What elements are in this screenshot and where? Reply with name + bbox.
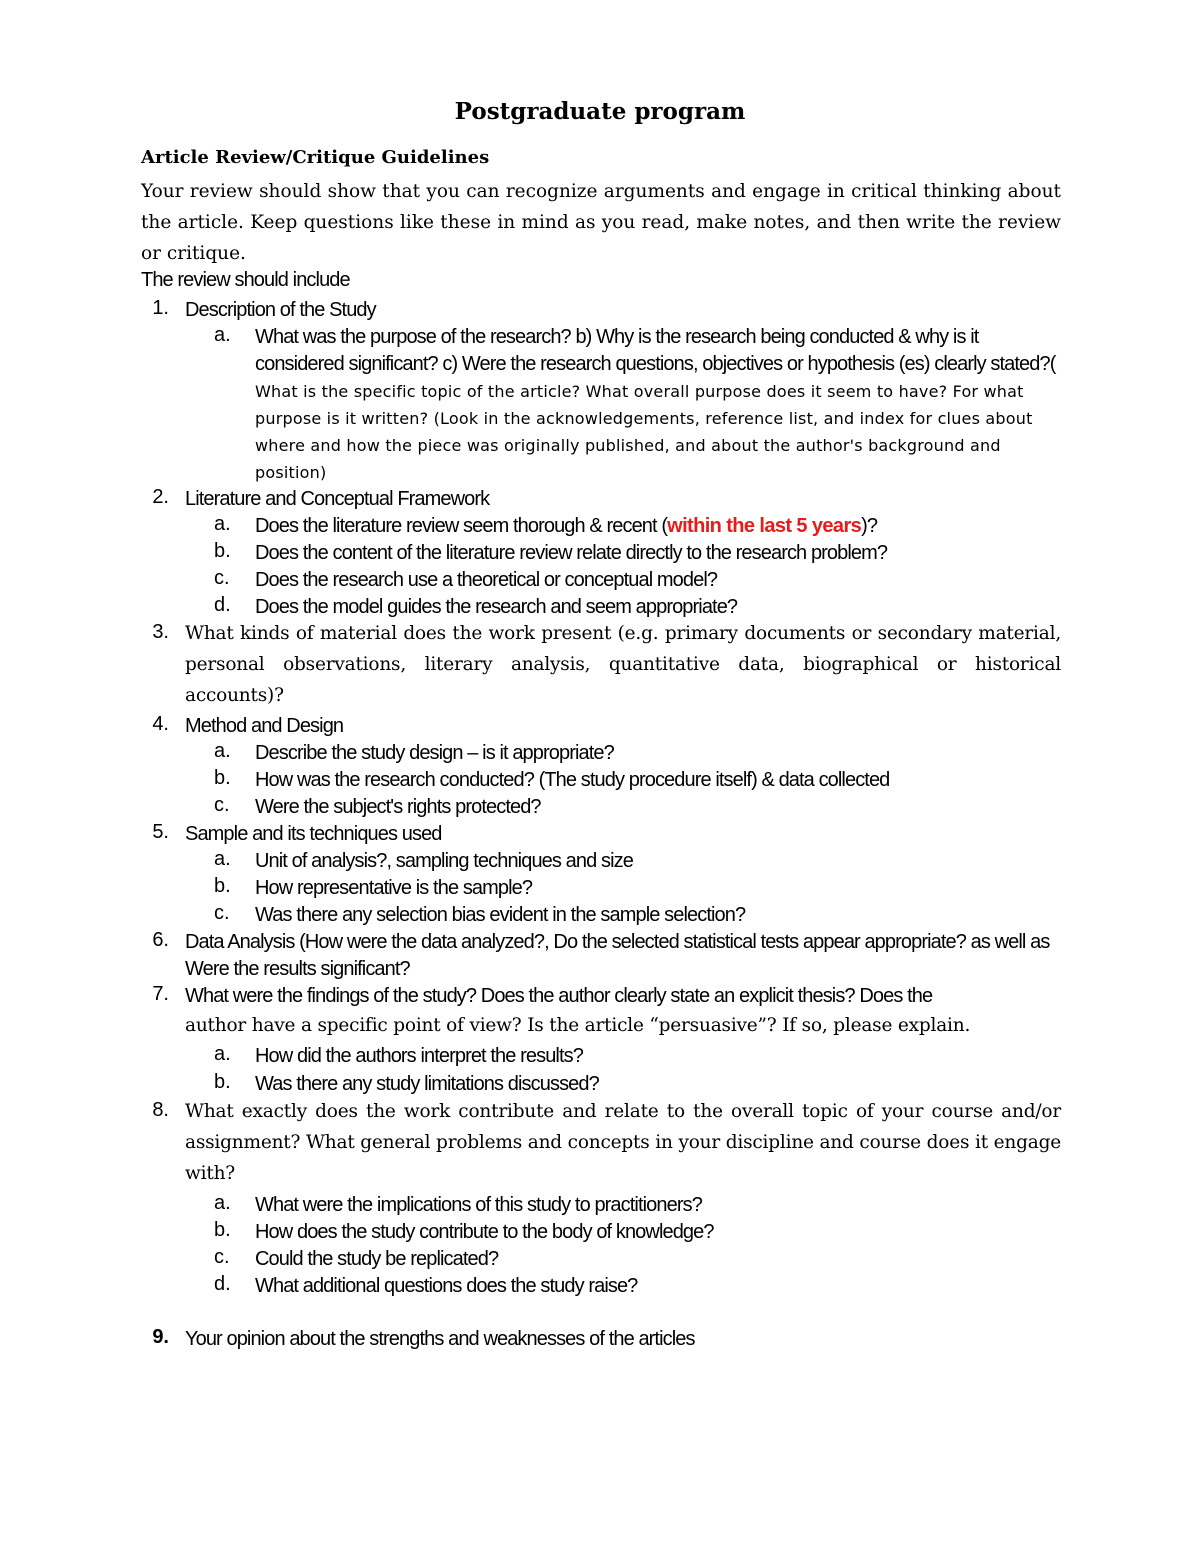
sub-letter: b. <box>214 1219 231 1241</box>
sub-item <box>255 324 1061 486</box>
list-item: What were the findings of the study? Does the author clearly state an explicit thesis? Does the <box>185 985 933 1007</box>
sub-item <box>255 513 1061 540</box>
sub-letter: c. <box>214 794 230 816</box>
sub-item: Were the subject's rights protected? <box>255 796 541 818</box>
item-number: 4. <box>152 713 169 735</box>
list-item: What kinds of material does the work present (e.g. primary documents or secondary material, personal observations, literary analysis, quantitative data, biographical or historical accounts)? <box>185 623 1061 706</box>
sub-item: Was there any selection bias evident in the sample selection? <box>255 904 746 926</box>
sub-letter: a. <box>214 740 231 762</box>
item-number: 1. <box>152 297 169 319</box>
sub-letter: a. <box>214 1192 231 1214</box>
sub-letter: b. <box>214 875 231 897</box>
sub-item-text: Does the literature review seem thorough & recent ( <box>255 515 668 537</box>
list-item: What exactly does the work contribute and relate to the overall topic of your course and/or assignment? What general problems and concepts in your discipline and course does it engage with? <box>185 1101 1061 1184</box>
sub-letter: b. <box>214 1071 231 1093</box>
sub-item: Does the content of the literature review relate directly to the research problem? <box>255 542 888 564</box>
list-item-continued: author have a specific point of view? Is the article “persuasive”? If so, please explain. <box>185 1015 971 1036</box>
sub-letter: b. <box>214 540 231 562</box>
item-number: 9. <box>152 1326 169 1348</box>
sub-letter: c. <box>214 902 230 924</box>
list-item: Your opinion about the strengths and weaknesses of the articles <box>185 1328 695 1350</box>
list-item: Description of the Study <box>185 299 376 321</box>
sub-item: Describe the study design – is it appropriate? <box>255 742 614 764</box>
list-item: Data Analysis (How were the data analyzed?, Do the selected statistical tests appear appropriate? as well as Were the results significant? <box>185 931 1050 980</box>
sub-letter: c. <box>214 567 230 589</box>
sub-letter: d. <box>214 1273 231 1295</box>
highlight-text: within the last 5 years <box>667 515 862 537</box>
sub-item: How does the study contribute to the body of knowledge? <box>255 1221 714 1243</box>
item-number: 8. <box>152 1099 169 1121</box>
item-number: 2. <box>152 486 169 508</box>
list-item: Method and Design <box>185 715 344 737</box>
sub-item: What additional questions does the study raise? <box>255 1275 638 1297</box>
section-heading: Article Review/Critique Guidelines <box>141 147 490 168</box>
sub-item-text: What was the purpose of the research? b) Why is the research being conducted & why is it considered significant? c) Were the research questions, objectives or hypothesis (es) clearly stated?( <box>255 326 1056 375</box>
sub-item: Does the model guides the research and seem appropriate? <box>255 596 738 618</box>
item-number: 3. <box>152 621 169 643</box>
sub-item-note: What is the specific topic of the article? What overall purpose does it seem to have? For what purpose is it written? (Look in the acknowledgements, reference list, and index for clues about where and how the piece was originally published, and about the author's background and position) <box>255 382 1033 482</box>
sub-letter: a. <box>214 324 231 346</box>
list-item: Sample and its techniques used <box>185 823 442 845</box>
list-item: Literature and Conceptual Framework <box>185 488 490 510</box>
sub-item: Could the study be replicated? <box>255 1248 499 1270</box>
sub-letter: a. <box>214 848 231 870</box>
include-label: The review should include <box>141 269 350 291</box>
sub-item: Was there any study limitations discussed? <box>255 1073 599 1095</box>
sub-letter: c. <box>214 1246 230 1268</box>
sub-item: What were the implications of this study to practitioners? <box>255 1194 702 1216</box>
item-number: 6. <box>152 929 169 951</box>
sub-letter: d. <box>214 594 231 616</box>
sub-item: Unit of analysis?, sampling techniques and size <box>255 850 633 872</box>
item-number: 5. <box>152 821 169 843</box>
sub-letter: a. <box>214 513 231 535</box>
sub-letter: b. <box>214 767 231 789</box>
sub-item: How representative is the sample? <box>255 877 533 899</box>
page-title: Postgraduate program <box>454 98 746 125</box>
intro-paragraph: Your review should show that you can recognize arguments and engage in critical thinking about the article. Keep questions like these in mind as you read, make notes, and then write the review or critique. <box>141 181 1061 264</box>
sub-item: How was the research conducted? (The study procedure itself) & data collected <box>255 769 890 791</box>
sub-item: How did the authors interpret the results? <box>255 1045 583 1067</box>
item-number: 7. <box>152 983 169 1005</box>
sub-item-text-end: )? <box>861 515 878 537</box>
sub-item: Does the research use a theoretical or conceptual model? <box>255 569 718 591</box>
sub-letter: a. <box>214 1043 231 1065</box>
